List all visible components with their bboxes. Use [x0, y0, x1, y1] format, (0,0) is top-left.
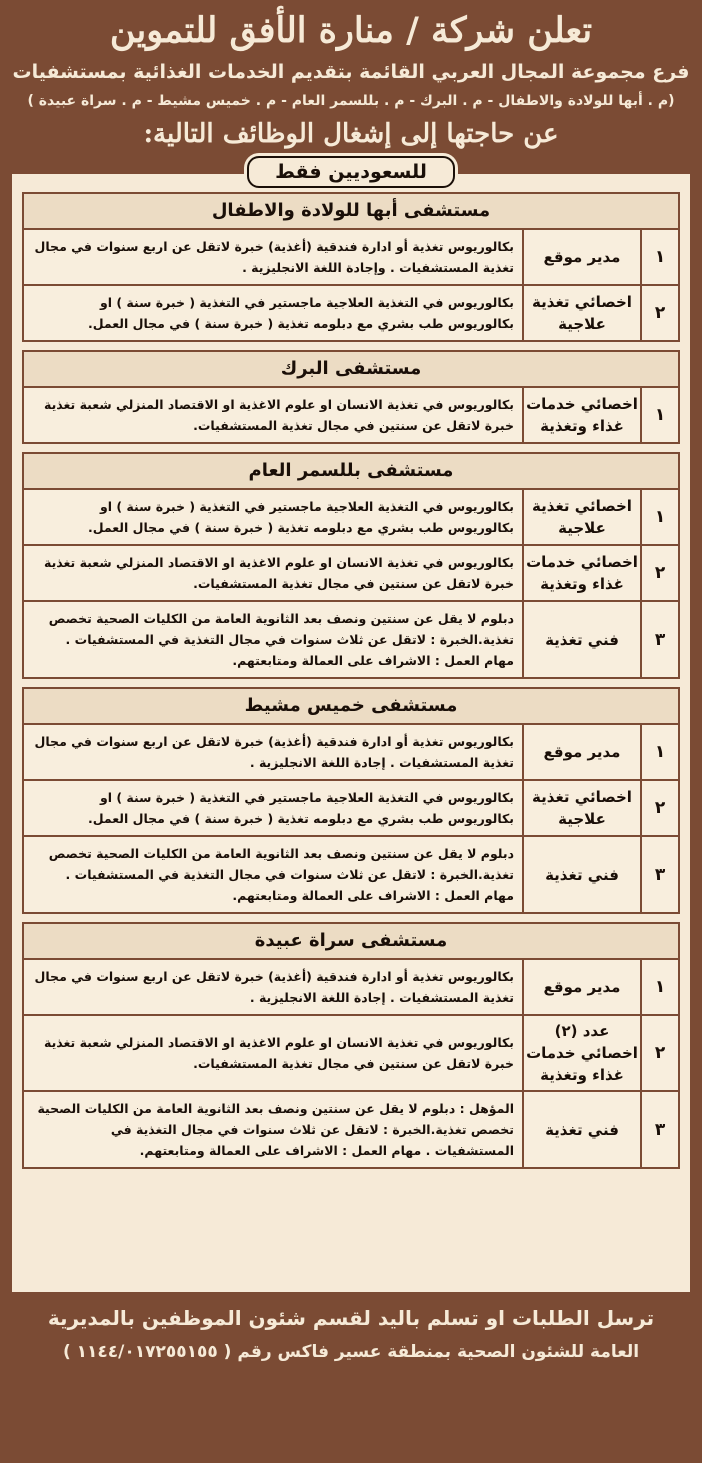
job-position: عدد (٢) اخصائي خدمات غذاء وتغذية — [522, 1016, 640, 1090]
job-position: مدير موقع — [522, 725, 640, 779]
job-position: فني تغذية — [522, 602, 640, 677]
job-position: اخصائي تغذية علاجية — [522, 490, 640, 544]
job-number: ١ — [640, 960, 678, 1014]
job-number: ٣ — [640, 1092, 678, 1167]
job-requirements: بكالوريوس تغذية أو ادارة فندقية (أغذية) خبرة لاتقل عن اربع سنوات في مجال تغذية المستشفيات . إجادة اللغة الانجليزية . — [34, 734, 514, 770]
job-row — [24, 388, 678, 442]
job-position: اخصائي خدمات غذاء وتغذية — [522, 546, 640, 600]
job-row — [24, 546, 678, 602]
badge-container — [10, 156, 692, 190]
job-position: اخصائي تغذية علاجية — [522, 781, 640, 835]
job-position: فني تغذية — [522, 1092, 640, 1167]
hospitals-list: (م . أبها للولادة والاطفال - م . البرك - م . بللسمر العام - م . خميس مشيط - م . سراة عبيدة ) — [27, 93, 675, 109]
footer-address: العامة للشئون الصحية بمنطقة عسير فاكس رقم — [237, 1342, 640, 1362]
job-row — [24, 781, 678, 837]
job-number: ٢ — [640, 546, 678, 600]
hospital-title: مستشفى البرك — [24, 352, 678, 388]
job-position: اخصائي تغذية علاجية — [522, 286, 640, 340]
hospital-title: مستشفى سراة عبيدة — [24, 924, 678, 960]
job-row — [24, 960, 678, 1016]
fax-number: ( ١١٤٤/٠١٧٢٥٥١٥٥ ) — [62, 1342, 232, 1362]
hospital-title: مستشفى خميس مشيط — [24, 689, 678, 725]
saudis-only-badge: للسعوديين فقط — [247, 156, 455, 188]
hospital-title: مستشفى بللسمر العام — [24, 454, 678, 490]
job-requirements: بكالوريوس تغذية أو ادارة فندقية (أغذية) خبرة لاتقل عن اربع سنوات في مجال تغذية المستشفيات . وإجادة اللغة الانجليزية . — [34, 239, 514, 275]
job-requirements: بكالوريوس في التغذية العلاجية ماجستير في التغذية ( خبرة سنة ) او بكالوريوس طب بشري مع دبلومه تغذية ( خبرة سنة ) في مجال العمل. — [87, 295, 514, 331]
hospital-section — [22, 192, 680, 342]
job-number: ٢ — [640, 1016, 678, 1090]
job-number: ١ — [640, 388, 678, 442]
ad-footer — [10, 1300, 692, 1368]
job-row — [24, 286, 678, 340]
job-number: ٢ — [640, 781, 678, 835]
job-row — [24, 490, 678, 546]
job-row — [24, 837, 678, 912]
hospital-section — [22, 687, 680, 914]
job-requirements: بكالوريوس في تغذية الانسان او علوم الاغذية او الاقتصاد المنزلي شعبة تغذية خبرة لاتقل عن سنتين في مجال تغذية المستشفيات. — [43, 397, 514, 433]
footer-line-2 — [10, 1336, 692, 1368]
job-number: ١ — [640, 490, 678, 544]
footer-line-1: ترسل الطلبات او تسلم باليد لقسم شئون الموظفين بالمديرية — [47, 1306, 655, 1330]
jobs-intro: عن حاجتها إلى إشغال الوظائف التالية: — [143, 119, 559, 149]
ad-header — [10, 0, 692, 154]
job-requirements: بكالوريوس في تغذية الانسان او علوم الاغذية او الاقتصاد المنزلي شعبة تغذية خبرة لاتقل عن سنتين في مجال تغذية المستشفيات. — [43, 555, 514, 591]
job-requirements: بكالوريوس في تغذية الانسان او علوم الاغذية او الاقتصاد المنزلي شعبة تغذية خبرة لاتقل عن سنتين في مجال تغذية المستشفيات. — [43, 1035, 514, 1071]
job-position: فني تغذية — [522, 837, 640, 912]
job-requirements: دبلوم لا يقل عن سنتين ونصف بعد الثانوية العامة من الكليات الصحية تخصص تغذية.الخبرة : لاتقل عن ثلاث سنوات في مجال التغذية في المستشفيات . مهام العمل : الاشراف على العمالة ومتابعتهم. — [48, 611, 514, 668]
job-row — [24, 602, 678, 677]
job-requirements: بكالوريوس في التغذية العلاجية ماجستير في التغذية ( خبرة سنة ) او بكالوريوس طب بشري مع دبلومه تغذية ( خبرة سنة ) في مجال العمل. — [87, 790, 514, 826]
job-position: مدير موقع — [522, 960, 640, 1014]
jobs-panel — [12, 174, 690, 1292]
job-number: ١ — [640, 725, 678, 779]
company-subtitle: فرع مجموعة المجال العربي القائمة بتقديم الخدمات الغذائية بمستشفيات — [12, 61, 690, 83]
job-requirements: بكالوريوس في التغذية العلاجية ماجستير في التغذية ( خبرة سنة ) او بكالوريوس طب بشري مع دبلومه تغذية ( خبرة سنة ) في مجال العمل. — [87, 499, 514, 535]
job-row — [24, 1092, 678, 1167]
job-number: ٢ — [640, 286, 678, 340]
job-position: مدير موقع — [522, 230, 640, 284]
job-requirements: دبلوم لا يقل عن سنتين ونصف بعد الثانوية العامة من الكليات الصحية تخصص تغذية.الخبرة : لاتقل عن ثلاث سنوات في مجال التغذية في المستشفيات . مهام العمل : الاشراف على العمالة ومتابعتهم. — [48, 846, 514, 903]
hospital-section — [22, 350, 680, 444]
job-number: ١ — [640, 230, 678, 284]
job-number: ٣ — [640, 837, 678, 912]
job-row — [24, 1016, 678, 1092]
job-row — [24, 725, 678, 781]
job-requirements: بكالوريوس تغذية أو ادارة فندقية (أغذية) خبرة لاتقل عن اربع سنوات في مجال تغذية المستشفيات . إجادة اللغة الانجليزية . — [34, 969, 514, 1005]
job-number: ٣ — [640, 602, 678, 677]
hospital-section — [22, 452, 680, 679]
company-title: تعلن شركة / منارة الأفق للتموين — [109, 10, 593, 51]
hospital-section — [22, 922, 680, 1169]
hospital-title: مستشفى أبها للولادة والاطفال — [24, 194, 678, 230]
job-position: اخصائي خدمات غذاء وتغذية — [522, 388, 640, 442]
job-requirements: المؤهل : دبلوم لا يقل عن سنتين ونصف بعد الثانوية العامة من الكليات الصحية تخصص تغذية.الخبرة : لاتقل عن ثلاث سنوات في مجال التغذية في المستشفيات . مهام العمل : الاشراف على العمالة ومتابعتهم. — [37, 1101, 514, 1158]
job-row — [24, 230, 678, 286]
